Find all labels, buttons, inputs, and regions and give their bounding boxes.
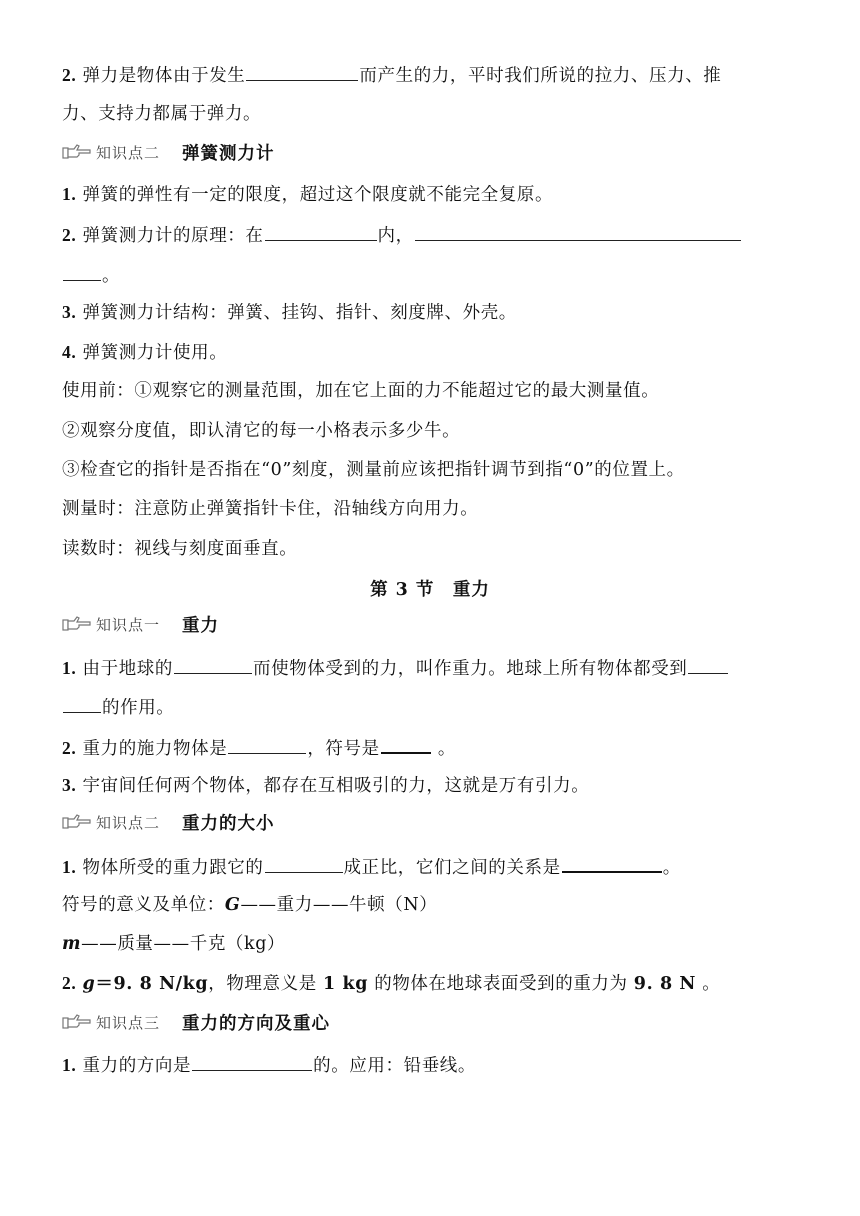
knowledge-point-title: 重力	[182, 615, 220, 636]
pointing-hand-icon	[62, 615, 92, 633]
paragraph: 3. 宇宙间任何两个物体，都存在互相吸引的力，这就是万有引力。	[62, 775, 590, 796]
paragraph: 1. 重力的方向是 的。应用：铅垂线。	[62, 1052, 476, 1078]
paragraph-continuation: 的作用。	[62, 694, 174, 720]
paragraph-continuation: 力、支持力都属于弹力。	[62, 104, 262, 124]
knowledge-point-header: 知识点二 弹簧测力计	[62, 140, 275, 164]
knowledge-point-header: 知识点二 重力的大小	[62, 810, 275, 834]
paragraph: 测量时：注意防止弹簧指针卡住，沿轴线方向用力。	[62, 499, 479, 519]
pointing-hand-icon	[62, 813, 92, 831]
paragraph: 2. g＝9. 8 N/kg，物理意义是 1 kg 的物体在地球表面受到的重力为 9. 8 N 。	[62, 973, 721, 994]
paragraph: 2. 弹簧测力计的原理：在 内，	[62, 222, 742, 248]
item-number: 2.	[62, 65, 77, 85]
paragraph: 使用前：①观察它的测量范围，加在它上面的力不能超过它的最大测量值。	[62, 381, 660, 401]
knowledge-point-title: 重力的方向及重心	[182, 1013, 331, 1034]
knowledge-point-header: 知识点三 重力的方向及重心	[62, 1010, 330, 1034]
fill-blank	[228, 735, 306, 754]
fill-blank	[174, 655, 252, 674]
section-title: 第 3 节 重力	[370, 580, 490, 600]
fill-blank	[381, 734, 431, 754]
knowledge-point-header: 知识点一 重力	[62, 612, 219, 636]
fill-blank	[246, 62, 358, 81]
fill-blank	[688, 655, 728, 674]
paragraph: 1. 由于地球的 而使物体受到的力，叫作重力。地球上所有物体都受到	[62, 655, 729, 681]
paragraph: ②观察分度值，即认清它的每一小格表示多少牛。	[62, 421, 461, 441]
fill-blank	[562, 853, 662, 873]
pointing-hand-icon	[62, 143, 92, 161]
fill-blank	[63, 694, 101, 713]
paragraph: 2. 重力的施力物体是 ，符号是 。	[62, 734, 456, 761]
paragraph-continuation: 。	[62, 262, 120, 288]
knowledge-point-title: 弹簧测力计	[182, 143, 275, 164]
fill-blank	[192, 1052, 312, 1071]
paragraph: 3. 弹簧测力计结构：弹簧、挂钩、指针、刻度牌、外壳。	[62, 302, 517, 323]
paragraph-elastic-force: 2. 弹力是物体由于发生 而产生的力，平时我们所说的拉力、压力、推	[62, 62, 721, 88]
paragraph: 符号的意义及单位：G——重力——牛顿（N）	[62, 895, 438, 915]
paragraph: ③检查它的指针是否指在“0”刻度，测量前应该把指针调节到指“0”的位置上。	[62, 460, 685, 480]
fill-blank	[63, 262, 101, 281]
paragraph: 读数时：视线与刻度面垂直。	[62, 539, 298, 559]
fill-blank	[265, 854, 343, 873]
fill-blank	[415, 222, 741, 241]
paragraph: m——质量——千克（kg）	[62, 934, 286, 954]
fill-blank	[265, 222, 377, 241]
paragraph: 4. 弹簧测力计使用。	[62, 342, 228, 363]
paragraph: 1. 物体所受的重力跟它的 成正比，它们之间的关系是 。	[62, 853, 681, 880]
paragraph: 1. 弹簧的弹性有一定的限度，超过这个限度就不能完全复原。	[62, 184, 554, 205]
knowledge-point-title: 重力的大小	[182, 813, 275, 834]
pointing-hand-icon	[62, 1013, 92, 1031]
